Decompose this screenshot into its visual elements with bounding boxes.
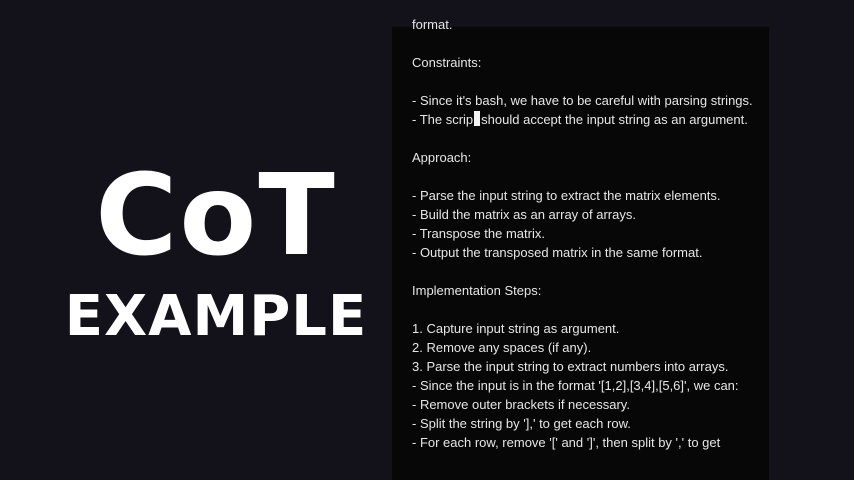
text-line: 3. Parse the input string to extract numbers into arrays.	[412, 359, 729, 374]
text-line-with-cursor	[412, 110, 762, 129]
blank-line	[412, 300, 762, 319]
title-cot: CoT	[95, 151, 337, 281]
section-heading-constraints: Constraints:	[412, 55, 482, 70]
blank-line	[412, 72, 762, 91]
text-line: - Build the matrix as an array of arrays.	[412, 207, 636, 222]
chat-response-panel	[392, 17, 769, 480]
text-line: - Output the transposed matrix in the same format.	[412, 245, 703, 260]
blank-line	[412, 129, 762, 148]
cursor-line-before: - The scrip	[412, 112, 474, 127]
text-line: - Since it's bash, we have to be careful with parsing strings.	[412, 93, 753, 108]
text-line: - Remove outer brackets if necessary.	[412, 397, 630, 412]
blank-line	[412, 262, 762, 281]
text-line: - Transpose the matrix.	[412, 226, 545, 241]
blank-line	[412, 34, 762, 53]
text-line: 1. Capture input string as argument.	[412, 321, 620, 336]
response-text	[412, 15, 762, 452]
text-line: - Split the string by '],' to get each row.	[412, 416, 631, 431]
title-example: EXAMPLE	[64, 284, 368, 349]
text-line: - For each row, remove '[' and ']', then split by ',' to get	[412, 435, 721, 450]
section-heading-implementation: Implementation Steps:	[412, 283, 542, 298]
text-line: - Parse the input string to extract the matrix elements.	[412, 188, 721, 203]
text-line: 2. Remove any spaces (if any).	[412, 340, 592, 355]
text-line: format.	[412, 17, 453, 32]
text-line: - Since the input is in the format '[1,2],[3,4],[5,6]', we can:	[412, 378, 739, 393]
blank-line	[412, 167, 762, 186]
section-heading-approach: Approach:	[412, 150, 472, 165]
text-cursor	[474, 111, 480, 126]
cursor-line-after: should accept the input string as an argument.	[481, 112, 748, 127]
